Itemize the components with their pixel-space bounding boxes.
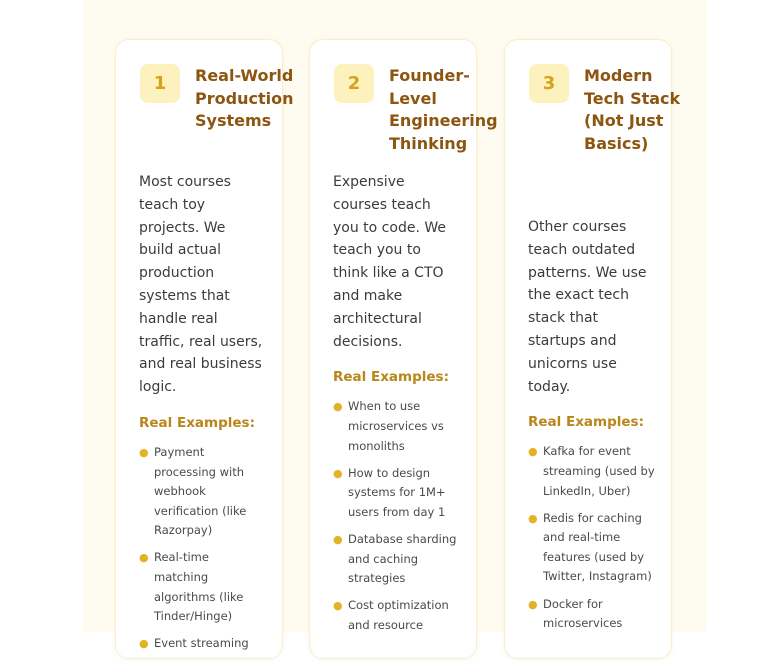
example-item <box>528 442 655 501</box>
card-title: Real-World Production Systems <box>195 66 294 130</box>
example-text: Event streaming <box>154 636 249 651</box>
examples-list <box>528 442 655 633</box>
card-title: Modern Tech Stack (Not Just Basics) <box>584 66 681 153</box>
bullet-dot-icon: ● <box>333 400 343 414</box>
example-text: How to design systems for 1M+ users from day 1 <box>348 465 446 519</box>
example-item <box>139 443 263 541</box>
example-text: Database sharding and caching strategies <box>348 531 457 586</box>
bullet-dot-icon: ● <box>528 597 538 611</box>
bullet-dot-icon: ● <box>333 599 343 613</box>
card-number-badge: 2 <box>334 64 374 103</box>
bullet-dot-icon: ● <box>528 445 538 459</box>
example-item <box>139 634 263 654</box>
bullet-dot-icon: ● <box>139 445 149 459</box>
example-item <box>333 397 457 456</box>
feature-card-founder-thinking <box>309 39 498 659</box>
example-text: Payment processing with webhook verification (like Razorpay) <box>154 444 247 538</box>
bullet-dot-icon: ● <box>528 511 538 525</box>
features-panel <box>83 0 707 651</box>
feature-card-production-systems <box>115 39 294 659</box>
examples-heading: Real Examples: <box>139 414 255 431</box>
example-text: Kafka for event streaming (used by LinkedIn, Uber) <box>543 444 655 498</box>
example-text: Redis for caching and real-time features (used by Twitter, Instagram) <box>543 510 652 584</box>
card-description: Other courses teach outdated patterns. We use the exact tech stack that startups and unicorns use today. <box>528 219 647 395</box>
examples-list <box>333 397 457 635</box>
bullet-dot-icon: ● <box>333 466 343 480</box>
bullet-dot-icon: ● <box>139 637 149 651</box>
example-text: Real-time matching algorithms (like Tinder/Hinge) <box>154 550 244 624</box>
card-body <box>139 171 263 661</box>
example-item <box>528 509 655 587</box>
example-item <box>333 464 457 523</box>
examples-list <box>139 443 263 654</box>
card-body <box>528 216 655 641</box>
example-text: When to use microservices vs monoliths <box>348 399 444 453</box>
example-item <box>333 530 457 589</box>
example-text: Cost optimization and resource <box>348 598 449 632</box>
example-text: Docker for microservices <box>543 596 623 631</box>
examples-heading: Real Examples: <box>528 414 644 431</box>
card-number-badge: 3 <box>529 64 569 103</box>
card-description: Most courses teach toy projects. We build actual production systems that handle real traffic, real users, and real business logic. <box>139 174 263 396</box>
bullet-dot-icon: ● <box>139 551 149 565</box>
examples-heading: Real Examples: <box>333 369 449 386</box>
card-body <box>333 171 457 643</box>
example-item <box>333 596 457 635</box>
card-number-badge: 1 <box>140 64 180 103</box>
example-item <box>528 595 655 634</box>
example-item <box>139 548 263 626</box>
card-description: Expensive courses teach you to code. We teach you to think like a CTO and make architectural decisions. <box>333 174 446 350</box>
card-title: Founder-Level Engineering Thinking <box>389 66 498 153</box>
bullet-dot-icon: ● <box>333 532 343 546</box>
feature-card-modern-stack <box>504 39 681 659</box>
